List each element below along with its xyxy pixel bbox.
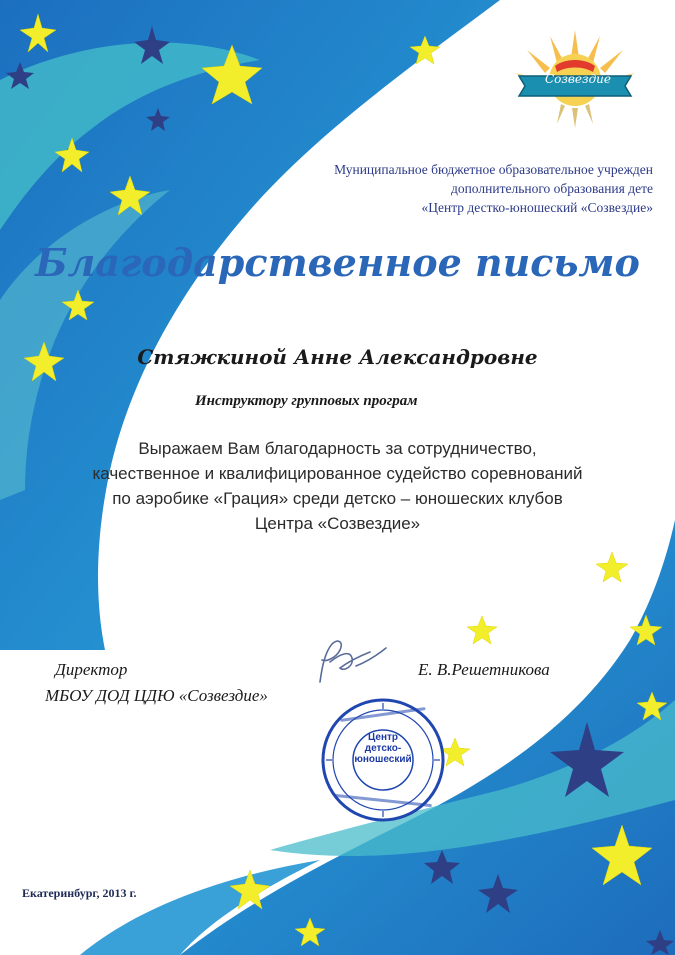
message-line-2: качественное и квалифицированное судейство соревнований xyxy=(92,464,583,483)
signatory-name: Е. В.Решетникова xyxy=(418,660,550,679)
place-and-year: Екатеринбург, 2013 г. xyxy=(22,886,137,900)
message-line-4: Центра «Созвездие» xyxy=(254,514,421,533)
signatory-organization: МБОУ ДОД ЦДЮ «Созвездие» xyxy=(45,686,268,705)
star-yellow xyxy=(596,552,628,582)
organization-header xyxy=(334,160,653,217)
message-line-3: по аэробике «Грация» среди детско – юношеских клубов xyxy=(112,489,563,508)
signatory-title: Директор xyxy=(55,660,128,679)
message-line-1: Выражаем Вам благодарность за сотрудничество, xyxy=(138,439,537,458)
stamp-text: Центр детско- юношеский xyxy=(354,732,412,765)
org-line-1: Муниципальное бюджетное образовательное учрежден xyxy=(334,162,653,177)
org-line-3: «Центр дестко-юношеский «Созвездие» xyxy=(421,200,653,215)
recipient-name: Стяжкиной Анне Александровне xyxy=(137,345,538,369)
logo-text: Созвездие xyxy=(544,72,612,86)
star-yellow xyxy=(467,616,497,644)
message-body xyxy=(0,436,675,536)
handwritten-signature xyxy=(300,632,390,692)
org-line-2: дополнительного образования дете xyxy=(450,181,653,196)
recipient-position: Инструктору групповых програм xyxy=(195,393,418,409)
document-title: Благодарственное письмо xyxy=(35,240,640,285)
